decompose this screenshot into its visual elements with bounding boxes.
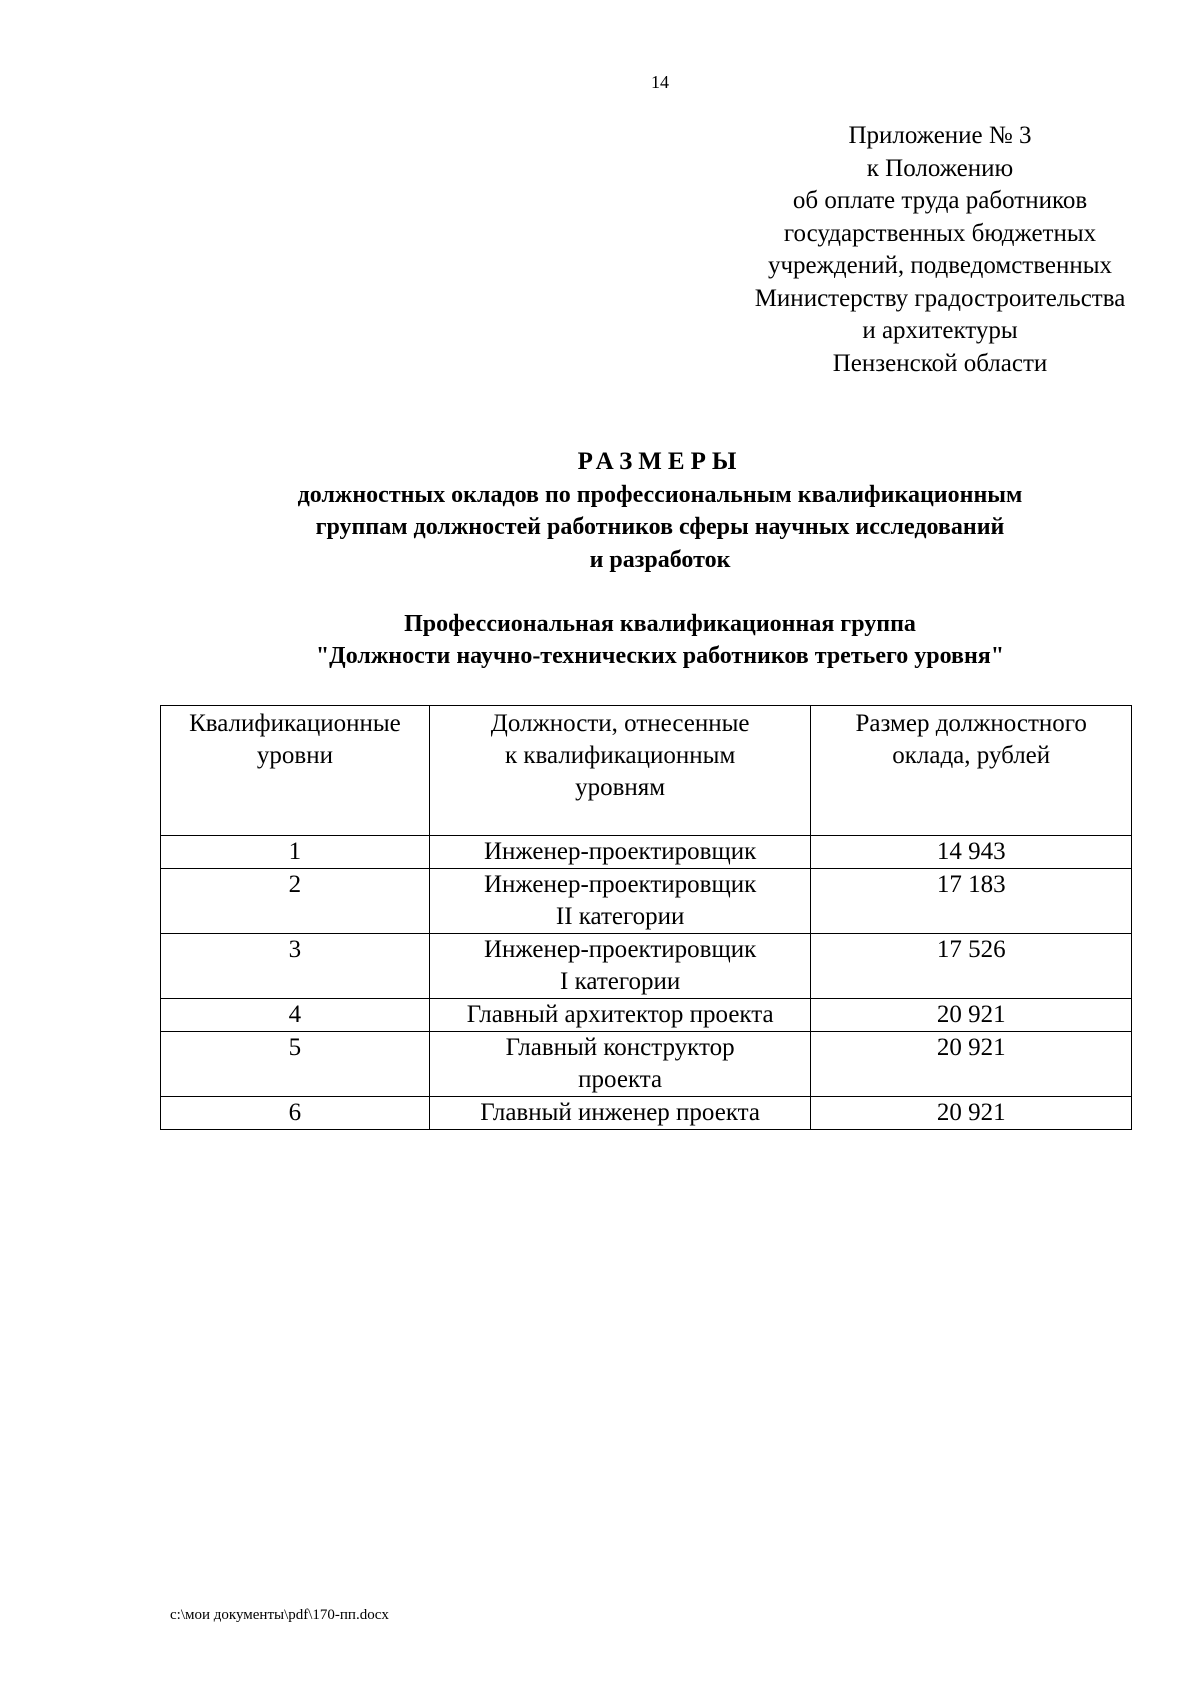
group-line: Профессиональная квалификационная группа (404, 611, 916, 637)
level-cell: 5 (161, 1032, 430, 1097)
page-number: 14 (651, 72, 669, 92)
table-row (161, 836, 1132, 869)
table-row (161, 999, 1132, 1032)
table-row (161, 869, 1132, 934)
salary-table (160, 705, 1132, 1130)
appendix-line: к Положению (866, 154, 1014, 182)
salary-cell: 20 921 (811, 999, 1132, 1032)
position-cell: Инженер-проектировщик I категории (429, 934, 811, 999)
table-row (161, 1032, 1132, 1097)
header-cell-positions: Должности, отнесенные к квалификационным уровням (429, 706, 811, 836)
position-cell: Главный конструктор проекта (429, 1032, 811, 1097)
salary-cell: 20 921 (811, 1032, 1132, 1097)
appendix-line: Пензенской области (832, 349, 1048, 377)
appendix-line: и архитектуры (862, 317, 1018, 344)
appendix-block (700, 120, 1180, 380)
position-cell: Инженер-проектировщик (429, 836, 811, 869)
salary-cell: 17 526 (811, 934, 1132, 999)
title-line: и разработок (589, 546, 731, 573)
main-title: РАЗМЕРЫ (577, 448, 743, 475)
appendix-line: Приложение № 3 (848, 122, 1032, 149)
appendix-line: об оплате труда работников (792, 187, 1088, 214)
group-heading (150, 608, 1170, 672)
table-row (161, 934, 1132, 999)
appendix-line: государственных бюджетных (783, 219, 1097, 247)
level-cell: 3 (161, 934, 430, 999)
table-row (161, 1097, 1132, 1130)
group-line: "Должности научно-технических работников третьего уровня" (315, 643, 1005, 669)
header-cell-salary: Размер должностного оклада, рублей (811, 706, 1132, 836)
level-cell: 6 (161, 1097, 430, 1130)
position-cell: Главный инженер проекта (429, 1097, 811, 1130)
position-cell: Главный архитектор проекта (429, 999, 811, 1032)
position-cell: Инженер-проектировщик II категории (429, 869, 811, 934)
title-line: должностных окладов по профессиональным квалификационным (297, 481, 1023, 508)
title-line: группам должностей работников сферы научных исследований (315, 514, 1005, 540)
header-cell-levels: Квалификационные уровни (161, 706, 430, 836)
salary-cell: 20 921 (811, 1097, 1132, 1130)
salary-cell: 14 943 (811, 836, 1132, 869)
level-cell: 4 (161, 999, 430, 1032)
appendix-line: учреждений, подведомственных (767, 252, 1113, 279)
document-title (150, 446, 1170, 576)
level-cell: 2 (161, 869, 430, 934)
table-header-row (161, 706, 1132, 836)
salary-cell: 17 183 (811, 869, 1132, 934)
level-cell: 1 (161, 836, 430, 869)
appendix-line: Министерству градостроительства (754, 284, 1126, 312)
file-path-footer: c:\мои документы\pdf\170-пп.docx (170, 1607, 389, 1623)
